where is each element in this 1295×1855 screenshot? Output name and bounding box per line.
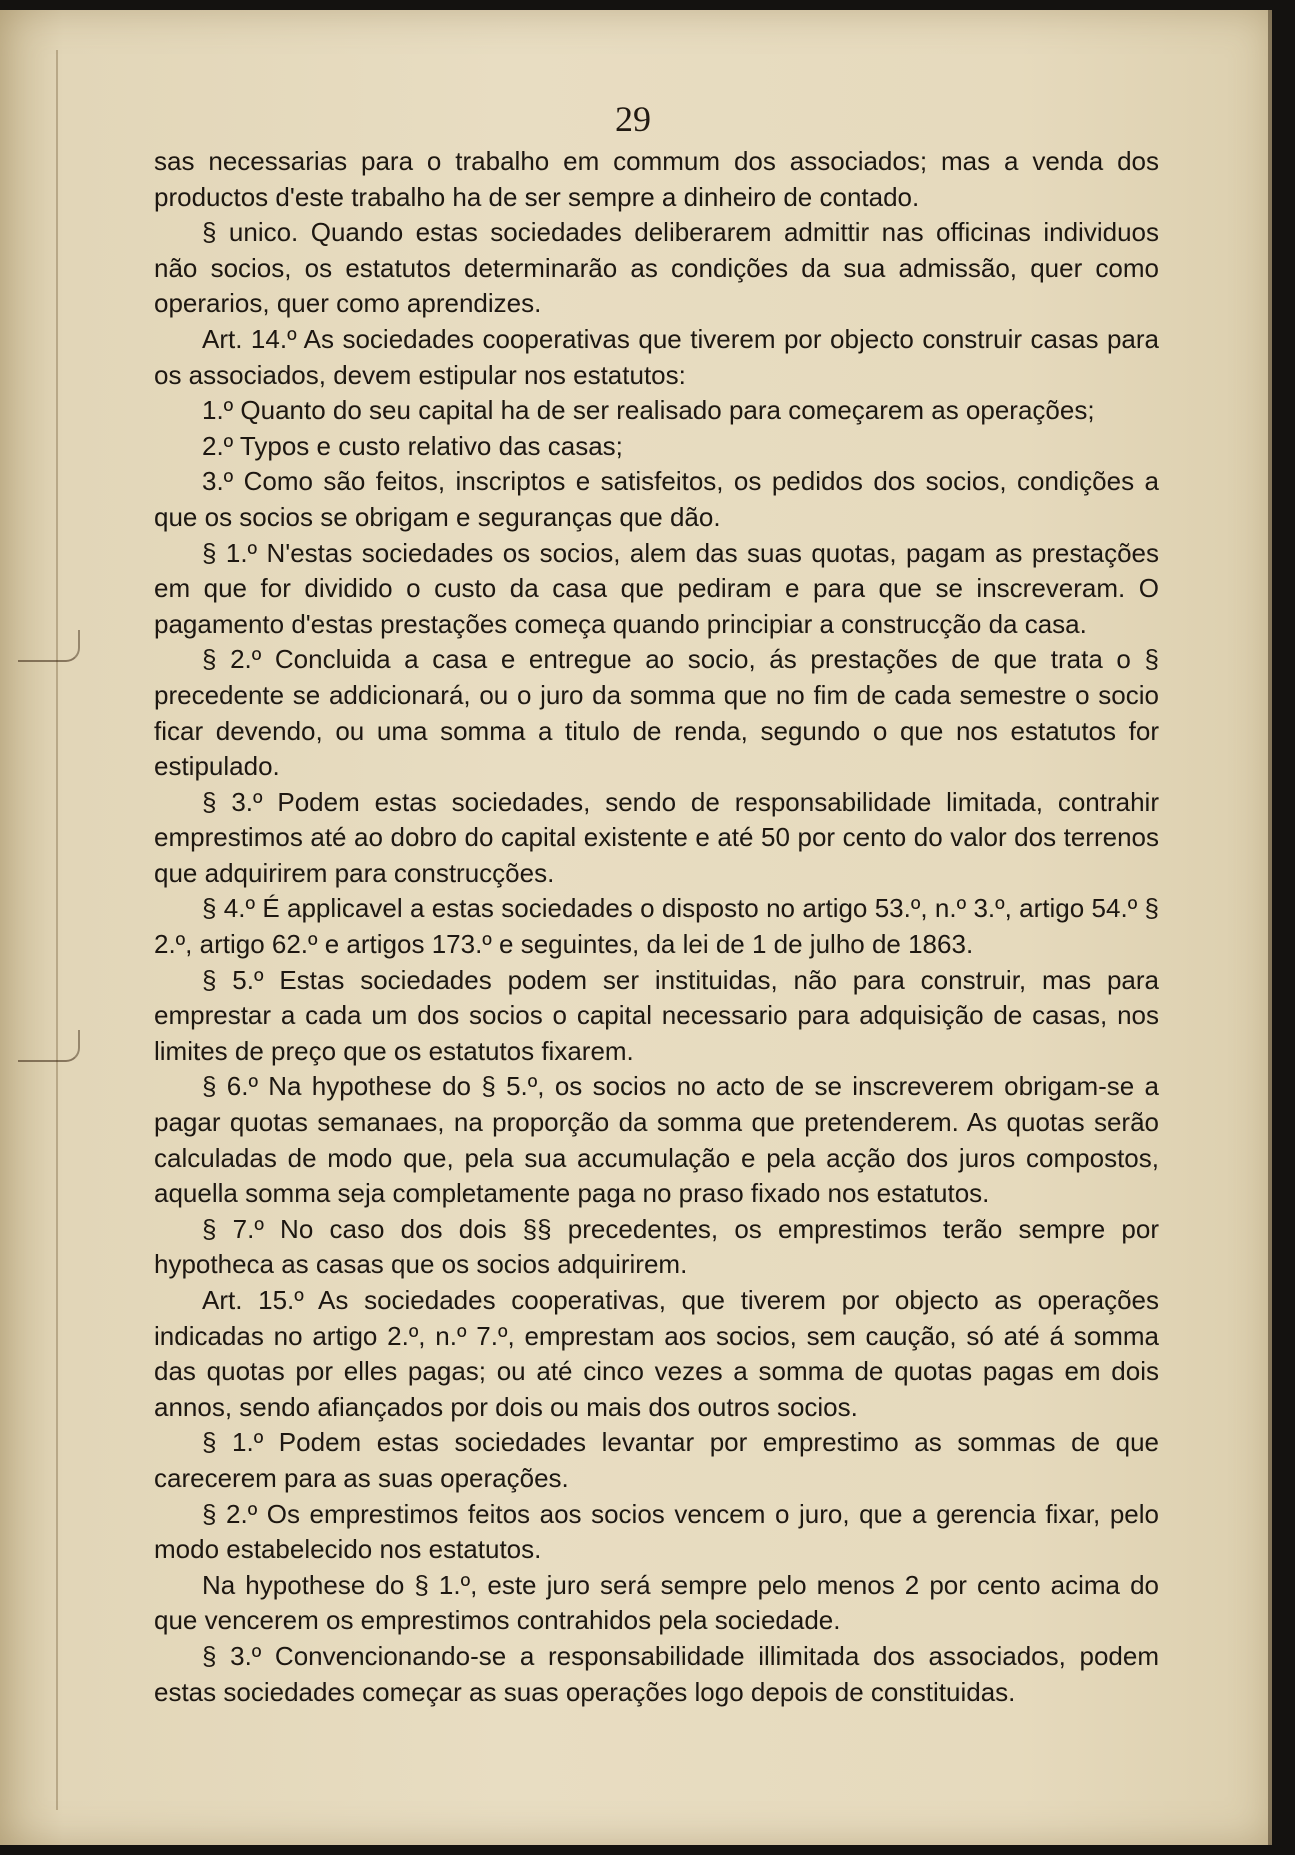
article-paragraph: Art. 14.º As sociedades cooperativas que tiverem por objecto construir casas para os associados, devem estipular nos estatutos: <box>154 323 1159 390</box>
section-paragraph: § 2.º Os emprestimos feitos aos socios vencem o juro, que a gerencia fixar, pelo modo estabelecido nos estatutos. <box>154 1498 1159 1565</box>
section-paragraph: § 2.º Concluida a casa e entregue ao socio, ás prestações de que trata o § precedente se addicionará, ou o juro da somma que no fim de cada semestre o socio ficar devendo, ou uma somma a titulo de renda, segundo o que nos estatutos for estipulado. <box>154 644 1159 782</box>
section-paragraph: § 6.º Na hypothese do § 5.º, os socios no acto de se inscreverem obrigam-se a pagar quotas semanaes, na proporção da somma que pretenderem. As quotas serão calculadas de modo que, pela sua accumulação e pela acção dos juros compostos, aquella somma seja completamente paga no praso fixado nos estatutos. <box>154 1071 1159 1209</box>
paragraph: Na hypothese do § 1.º, este juro será sempre pelo menos 2 por cento acima do que vencerem os emprestimos contrahidos pela sociedade. <box>154 1569 1159 1636</box>
page-fold-line <box>56 50 58 1810</box>
page-number: 29 <box>615 99 651 139</box>
binding-mark <box>18 630 80 662</box>
list-item: 2.º Typos e custo relativo das casas; <box>202 430 623 461</box>
list-item: 3.º Como são feitos, inscriptos e satisfeitos, os pedidos dos socios, condições a que os socios se obrigam e seguranças que dão. <box>154 466 1159 532</box>
section-paragraph: § 1.º Podem estas sociedades levantar por emprestimo as sommas de que carecerem para as suas operações. <box>154 1427 1159 1493</box>
section-paragraph: § 3.º Convencionando-se a responsabilidade illimitada dos associados, podem estas sociedades começar as suas operações logo depois de constituidas. <box>154 1640 1159 1707</box>
binding-mark <box>18 1030 80 1062</box>
paragraph: § unico. Quando estas sociedades deliberarem admittir nas officinas individuos não socios, os estatutos determinarão as condições da sua admissão, quer como operarios, quer como aprendizes. <box>154 217 1159 319</box>
section-paragraph: § 1.º N'estas sociedades os socios, alem das suas quotas, pagam as prestações em que for dividido o custo da casa que pediram e para que se inscreveram. O pagamento d'estas prestações começa quando principiar a construcção da casa. <box>154 537 1159 639</box>
article-paragraph: Art. 15.º As sociedades cooperativas, que tiverem por objecto as operações indicadas no artigo 2.º, n.º 7.º, emprestam aos socios, sem caução, só até á somma das quotas por elles pagas; ou até cinco vezes a somma de quotas pagas em dois annos, sendo afiançados por dois ou mais dos outros socios. <box>154 1285 1159 1422</box>
section-paragraph: § 5.º Estas sociedades podem ser instituidas, não para construir, mas para emprestar a cada um dos socios o capital necessario para adquisição de casas, nos limites de preço que os estatutos fixarem. <box>154 964 1159 1066</box>
section-paragraph: § 3.º Podem estas sociedades, sendo de responsabilidade limitada, contrahir emprestimos até ao dobro do capital existente e até 50 por cento do valor dos terrenos que adquirirem para construcções. <box>154 786 1159 888</box>
body-text <box>154 144 1159 1710</box>
list-item: 1.º Quanto do seu capital ha de ser realisado para começarem as operações; <box>202 395 1095 426</box>
page-edge <box>1268 10 1272 1845</box>
section-paragraph: § 4.º É applicavel a estas sociedades o disposto no artigo 53.º, n.º 3.º, artigo 54.º § 2.º, artigo 62.º e artigos 173.º e seguintes, da lei de 1 de julho de 1863. <box>154 893 1159 960</box>
paragraph: sas necessarias para o trabalho em commum dos associados; mas a venda dos productos d'este trabalho ha de ser sempre a dinheiro de contado. <box>154 146 1159 212</box>
book-page <box>0 10 1272 1845</box>
section-paragraph: § 7.º No caso dos dois §§ precedentes, os emprestimos terão sempre por hypotheca as casas que os socios adquirirem. <box>154 1213 1159 1280</box>
